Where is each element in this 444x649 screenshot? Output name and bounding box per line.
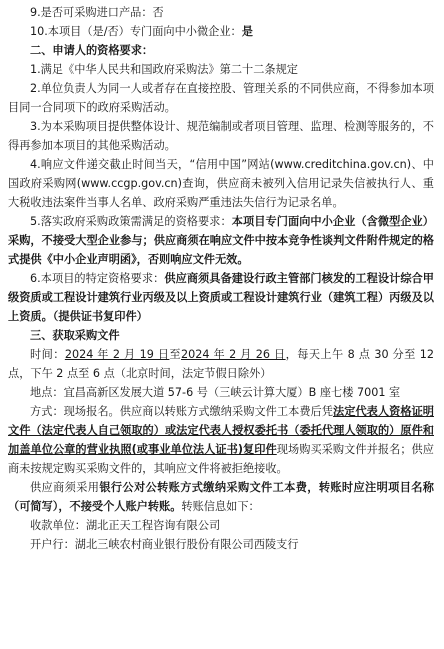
method-intro: 方式：现场报名。供应商以转账方式缴纳采购文件工本费后凭 [30,405,334,418]
time-to: 至 [169,348,182,361]
requirement-6-label: 6.本项目的特定资格要求： [30,272,165,285]
payment-terms: 银行公对公转账方式缴纳采购文件工本费，转账时应注明项目名称（可简写），不接受个人账户转账。 [8,481,434,513]
requirement-3: 3.为本采购项目提供整体设计、规范编制或者项目管理、监理、检测等服务的，不得再参加本项目的其他采购活动。 [8,120,434,152]
time-label: 时间： [30,348,65,361]
time-end: 2024 年 2 月 26 日 [181,348,286,361]
payment-info-lead: 转账信息如下： [181,500,260,513]
payment-note [8,478,434,516]
requirement-5-text: 本项目专门面向中小企业（含微型企业）采购，不接受大型企业参与；供应商须在响应文件中按本竞争性谈判文件附件规定的格式提供《中小企业声明函》，否则响应文件无效。 [8,215,434,266]
item-10-value: 是 [241,25,253,38]
method-documents: 法定代表人资格证明文件（法定代表人自己领取的）或法定代表人授权委托书（委托代理人领取的）原件和加盖单位公章的营业执照(或事业单位法人证书)复印件 [8,405,434,456]
item-9: 9.是否可采购进口产品：否 [30,6,164,19]
requirement-6-text: 供应商须具备建设行政主管部门核发的工程设计综合甲级资质或工程设计建筑行业丙级及以上资质或工程设计建筑行业（建筑工程）丙级及以上资质。（提供证书复印件） [8,272,434,323]
requirement-5-label: 5.落实政府采购政策需满足的资格要求： [30,215,232,228]
bank: 开户行：湖北三峡农村商业银行股份有限公司西陵支行 [30,538,299,551]
requirement-4: 4.响应文件递交截止时间当天，“信用中国”网站(www.creditchina.gov.cn)、中国政府采购网(www.ccgp.gov.cn)查询，供应商未被列入信用记录失信被执行人、重大税收违法案件当事人名单、政府采购严重违法失信行为记录名单。 [8,158,434,209]
method-rest: 现场购买采购文件并报名；供应商未按规定购买采购文件的，其响应文件将被拒绝接收。 [8,443,434,475]
acquisition-method [8,402,434,478]
time-details: ，每天上午 8 点 30 分至 12 点，下午 2 点至 6 点（北京时间，法定节假日除外） [8,348,434,380]
item-10-label: 10.本项目（是/否）专门面向中小微企业： [30,25,242,38]
section-2-heading: 二、申请人的资格要求： [30,44,154,57]
item-10 [8,22,434,41]
requirement-6 [8,269,434,326]
requirement-5 [8,212,434,269]
requirement-2: 2.单位负责人为同一人或者存在直接控股、管理关系的不同供应商，不得参加本项目同一合同项下的政府采购活动。 [8,82,434,114]
payee: 收款单位：湖北正天工程咨询有限公司 [30,519,221,532]
acquisition-time [8,345,434,383]
time-start: 2024 年 2 月 19 日 [64,348,170,361]
section-3-heading: 三、获取采购文件 [30,329,120,342]
payment-intro: 供应商须采用 [30,481,100,494]
requirement-1: 1.满足《中华人民共和国政府采购法》第二十二条规定 [30,63,298,76]
acquisition-place: 地点：宜昌高新区发展大道 57-6 号（三峡云计算大厦）B 座七楼 7001 室 [30,386,401,399]
